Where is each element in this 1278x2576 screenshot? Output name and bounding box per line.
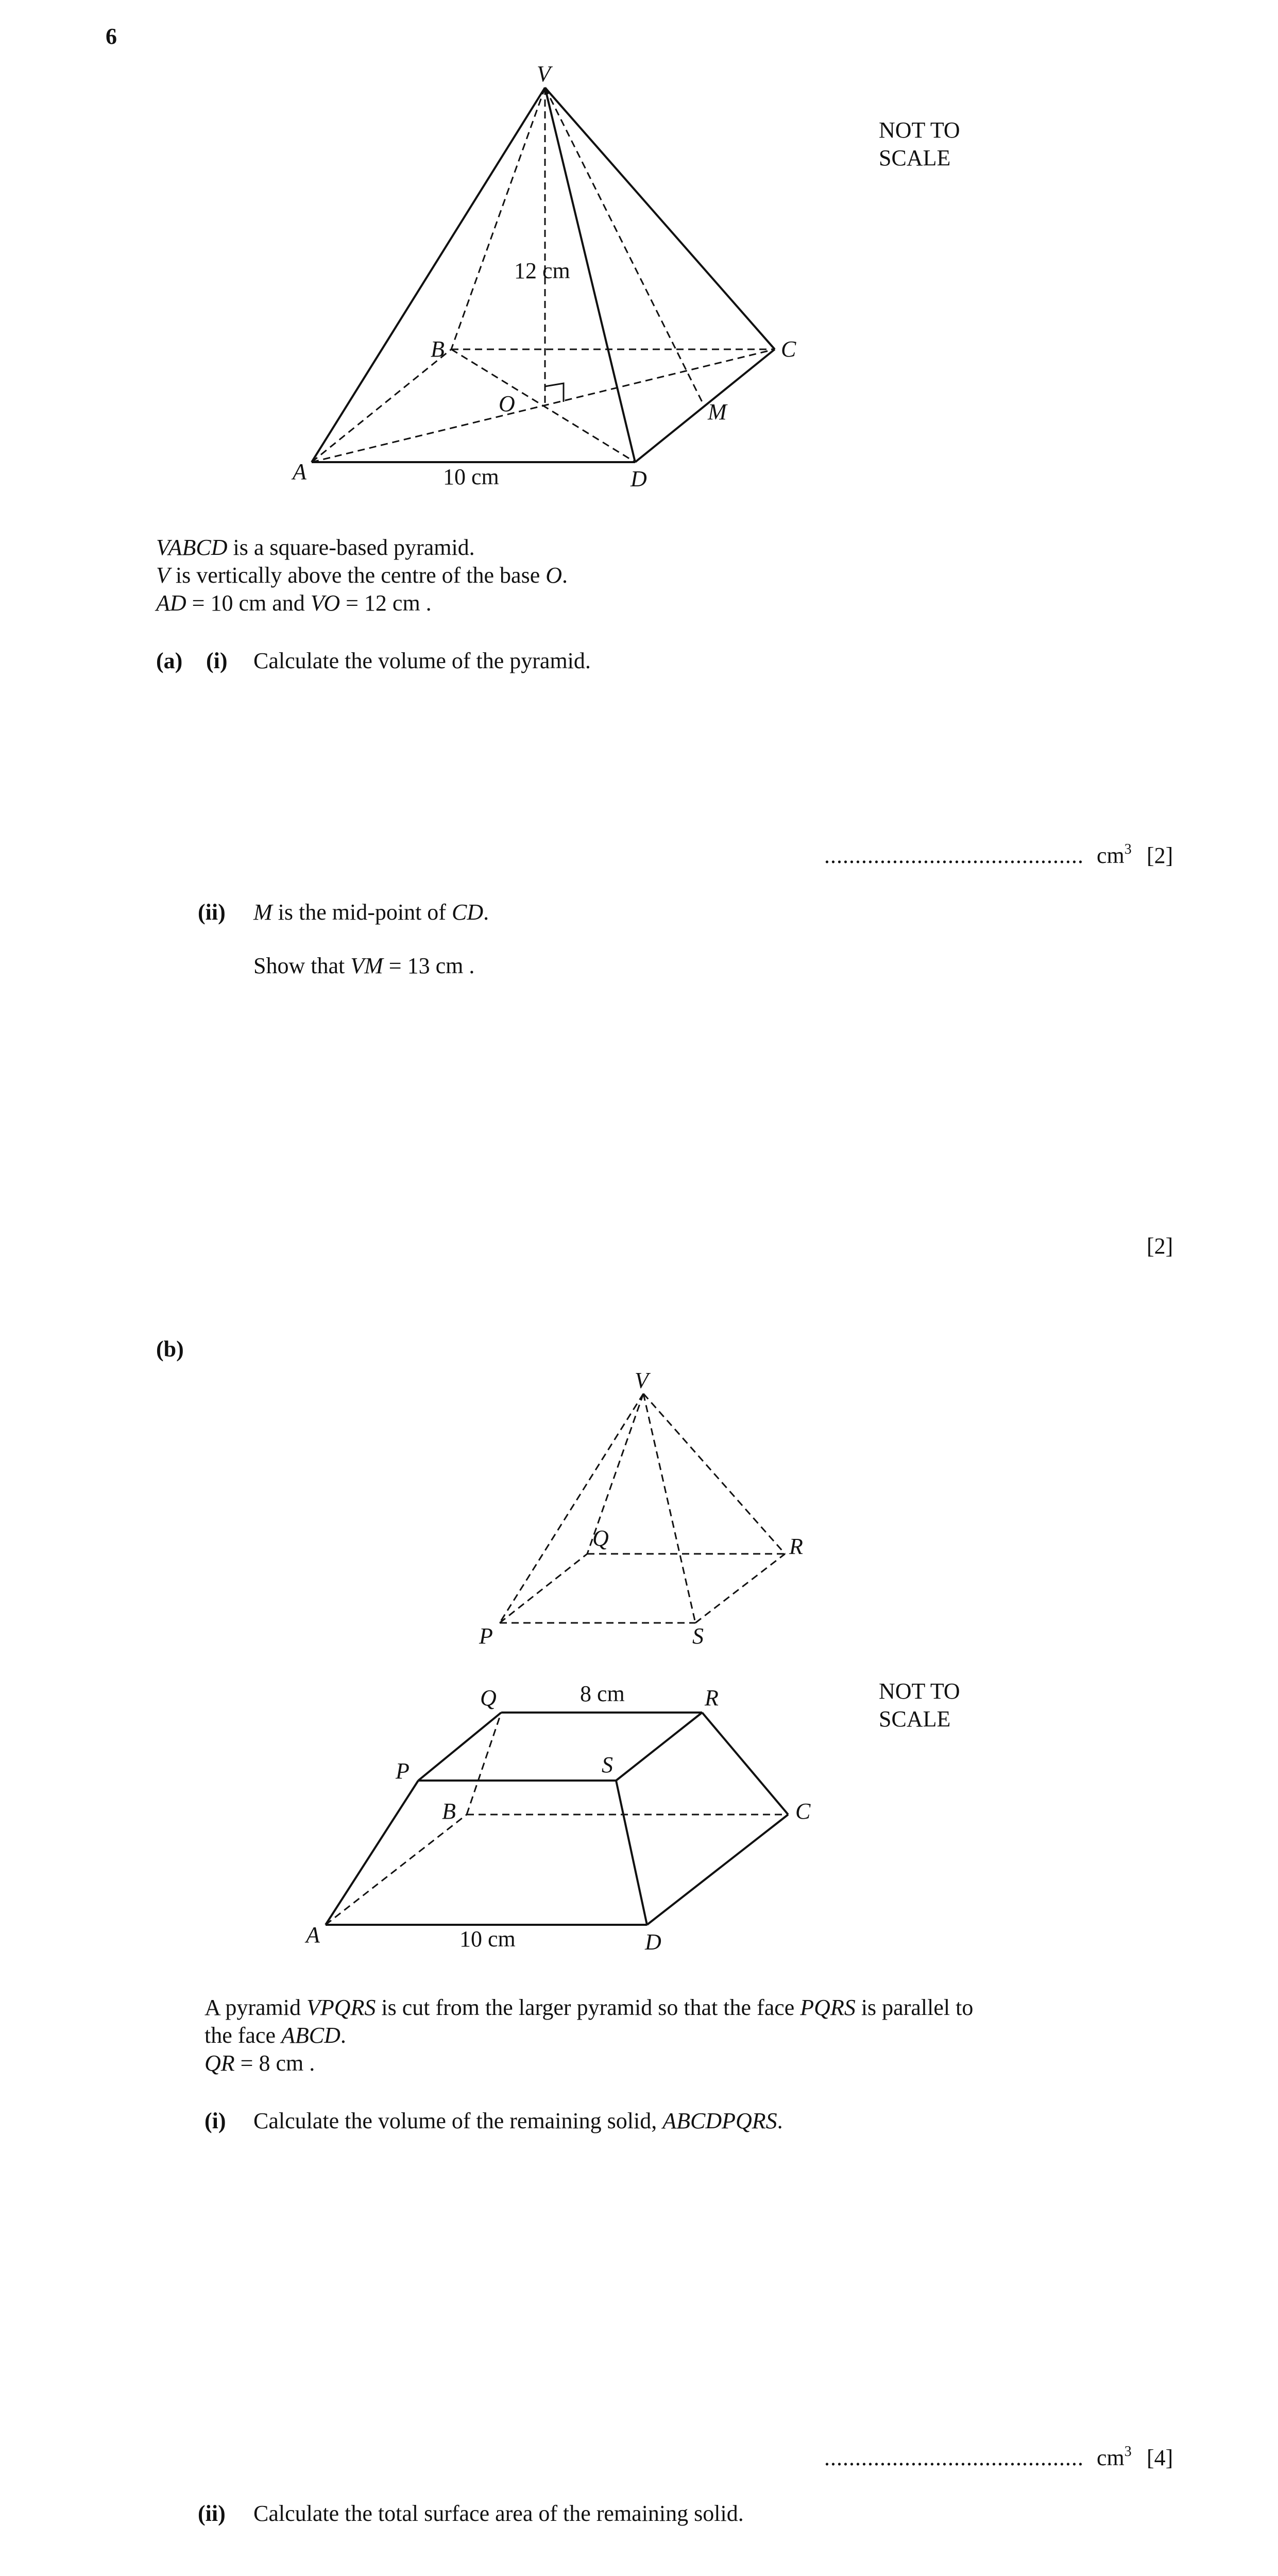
frustum-label-base: 10 cm bbox=[459, 1926, 516, 1952]
intro-line-3: AD = 10 cm and VO = 12 cm . bbox=[156, 590, 432, 616]
answer-line-b-i: .......................................... bbox=[824, 2445, 1084, 2470]
frustum-label-P: P bbox=[396, 1758, 410, 1784]
marks-a-i: [2] bbox=[1147, 843, 1173, 868]
frustum-label-B: B bbox=[442, 1799, 456, 1824]
frustum-label-D: D bbox=[645, 1929, 661, 1955]
not-to-scale-note-bottom: NOT TO SCALE bbox=[879, 1679, 960, 1732]
not-to-scale-note-top: NOT TO SCALE bbox=[879, 117, 960, 171]
part-b-i-label: (i) bbox=[205, 2108, 226, 2133]
intro-line-2: V is vertically above the centre of the base O. bbox=[156, 563, 568, 588]
part-b-ii-label: (ii) bbox=[198, 2501, 226, 2526]
frustum-label-A: A bbox=[306, 1922, 320, 1947]
label-V: V bbox=[537, 61, 551, 87]
frustum-label-C: C bbox=[795, 1799, 811, 1824]
frustum-label-S: S bbox=[602, 1752, 613, 1777]
part-b-line-2: the face ABCD. bbox=[205, 2023, 346, 2048]
part-b-ii-question: Calculate the total surface area of the remaining solid. bbox=[253, 2501, 744, 2526]
label-C: C bbox=[781, 336, 796, 362]
label-B: B bbox=[431, 336, 445, 362]
label-M: M bbox=[708, 399, 727, 425]
small-label-R: R bbox=[789, 1534, 803, 1559]
part-a-i-question: Calculate the volume of the pyramid. bbox=[253, 648, 591, 673]
small-label-V: V bbox=[635, 1368, 649, 1393]
part-a-label: (a) bbox=[156, 648, 183, 673]
part-a-ii-line-1: M is the mid-point of CD. bbox=[253, 900, 489, 925]
label-D: D bbox=[631, 466, 647, 492]
marks-a-ii: [2] bbox=[1147, 1233, 1173, 1259]
question-number: 6 bbox=[106, 24, 117, 49]
frustum-solid-edges bbox=[326, 1713, 788, 1925]
part-b-line-3: QR = 8 cm . bbox=[205, 2050, 315, 2076]
label-O: O bbox=[499, 391, 515, 416]
part-a-ii-line-2: Show that VM = 13 cm . bbox=[253, 953, 475, 978]
small-label-S: S bbox=[692, 1623, 704, 1649]
part-a-i-label: (i) bbox=[206, 648, 228, 673]
answer-line-a-i: .......................................... bbox=[824, 843, 1084, 868]
frustum-label-Q: Q bbox=[480, 1685, 497, 1710]
part-b-line-1: A pyramid VPQRS is cut from the larger pyramid so that the face PQRS is parallel to bbox=[205, 1995, 974, 2020]
small-label-Q: Q bbox=[592, 1526, 609, 1551]
label-A: A bbox=[293, 459, 306, 484]
part-b-label: (b) bbox=[156, 1336, 184, 1362]
small-label-P: P bbox=[479, 1623, 493, 1649]
frustum-label-top: 8 cm bbox=[580, 1681, 625, 1706]
part-a-ii-label: (ii) bbox=[198, 900, 226, 925]
label-height: 12 cm bbox=[514, 258, 570, 283]
answer-row-a-i: .......................................... $cm^3$ bbox=[824, 841, 1132, 868]
answer-row-b-i: .......................................... $cm^3$ bbox=[824, 2444, 1132, 2470]
intro-line-1: VABCD is a square-based pyramid. bbox=[156, 535, 475, 560]
part-b-i-question: Calculate the volume of the remaining solid, ABCDPQRS. bbox=[253, 2108, 783, 2133]
label-base: 10 cm bbox=[443, 464, 499, 489]
part-b-text bbox=[205, 1994, 973, 2077]
marks-b-i: [4] bbox=[1147, 2445, 1173, 2470]
frustum-label-R: R bbox=[705, 1685, 719, 1710]
